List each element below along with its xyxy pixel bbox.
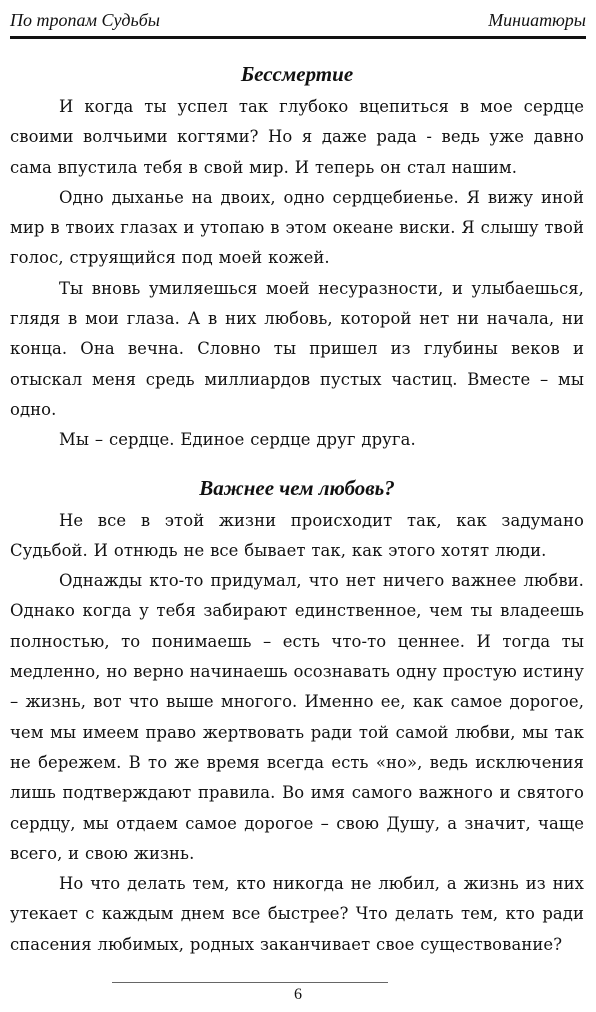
page-number: 6: [294, 986, 302, 1003]
chapter-vazhnee-chem-lyubov: [10, 470, 584, 960]
paragraph: Однажды кто-то придумал, что нет ничего важнее любви. Однако когда у тебя забирают единственное, чем ты владеешь полностью, то понимаешь – есть что-то ценнее. И тогда ты медленно, но верно начинаешь осознавать одну простую истину – жизнь, вот что выше многого. Именно ее, как самое дорогое, чем мы имеем право жертвовать ради той самой любви, мы так не бережем. В то же время всегда есть «но», ведь исключения лишь подтверждают правила. Во имя самого важного и святого сердцу, мы отдаем самое дорогое – свою Душу, а значит, чаще всего, и свою жизнь.: [10, 571, 584, 863]
chapter-title: Важнее чем любовь?: [199, 475, 395, 500]
chapter-title: Бессмертие: [240, 62, 354, 86]
paragraph: И когда ты успел так глубоко вцепиться в мое сердце своими волчьими когтями? Но я даже рада - ведь уже давно сама впустила тебя в свой мир. И теперь он стал нашим.: [10, 97, 584, 177]
header-section-title: Миниатюры: [488, 10, 586, 30]
header-book-title: По тропам Судьбы: [10, 10, 160, 30]
paragraph: Не все в этой жизни происходит так, как задумано Судьбой. И отнюдь не все бывает так, как этого хотят люди.: [10, 510, 584, 560]
page-body: [10, 56, 584, 960]
running-header: [10, 6, 586, 34]
paragraph: Но что делать тем, кто никогда не любил, а жизнь из них утекает с каждым днем все быстрее? Что делать тем, кто ради спасения любимых, родных заканчивает свое существование?: [10, 874, 584, 954]
header-divider: [10, 36, 586, 39]
paragraph: Одно дыханье на двоих, одно сердцебиенье. Я вижу иной мир в твоих глазах и утопаю в этом океане виски. Я слышу твой голос, струящийся под моей кожей.: [10, 187, 584, 268]
paragraph: Мы – сердце. Единое сердце друг друга.: [59, 430, 416, 450]
footer-divider: [112, 982, 388, 983]
paragraph: Ты вновь умиляешься моей несуразности, и улыбаешься, глядя в мои глаза. А в них любовь, которой нет ни начала, ни конца. Она вечна. Словно ты пришел из глубины веков и отыскал меня средь миллиардов пустых частиц. Вместе – мы одно.: [10, 278, 584, 419]
chapter-bessmertie: [10, 56, 584, 456]
